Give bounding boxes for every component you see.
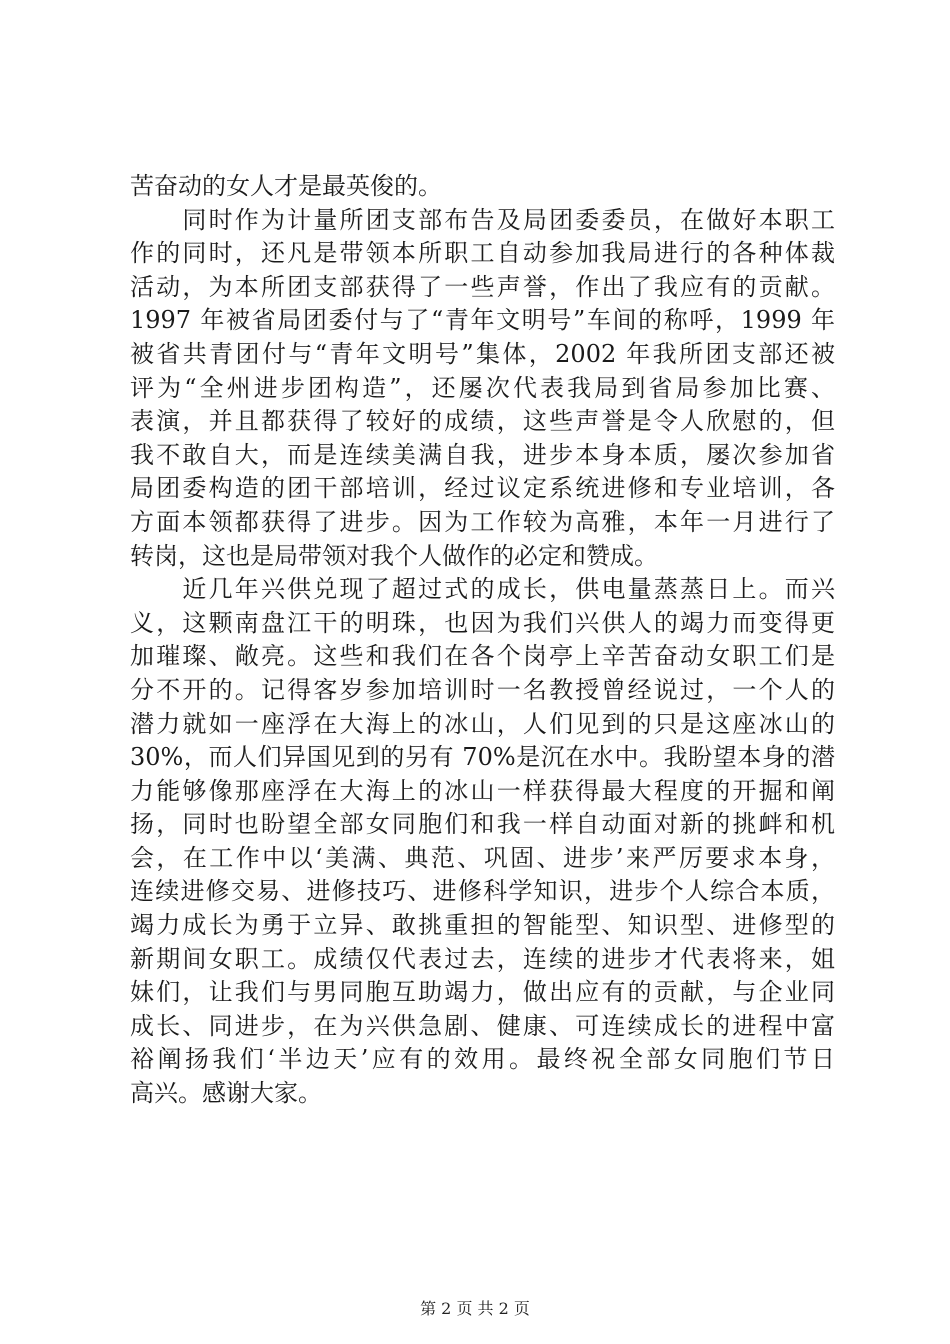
text-line: 会，在工作中以‘美满、典范、巩固、进步’来严厉要求本身， <box>130 843 835 872</box>
text-line: 评为“全州进步团构造”，还屡次代表我局到省局参加比赛、 <box>130 373 835 402</box>
page-number-label: 第 2 页 共 2 页 <box>420 1299 530 1318</box>
text-line: 新期间女职工。成绩仅代表过去，连续的进步才代表将来，姐 <box>130 944 835 973</box>
text-line: 力能够像那座浮在大海上的冰山一样获得最大程度的开掘和阐 <box>130 776 835 805</box>
text-line: 苦奋动的女人才是最英俊的。 <box>130 172 442 200</box>
text-line: 活动，为本所团支部获得了一些声誉，作出了我应有的贡献。 <box>130 272 835 301</box>
text-line: 潜力就如一座浮在大海上的冰山，人们见到的只是这座冰山的 <box>130 709 835 738</box>
text-line: 扬，同时也盼望全部女同胞们和我一样自动面对新的挑衅和机 <box>130 810 835 839</box>
text-line: 加璀璨、敞亮。这些和我们在各个岗亭上辛苦奋动女职工们是 <box>130 642 835 671</box>
text-line: 1997 年被省局团委付与了“青年文明号”车间的称呼，1999 年 <box>130 306 835 335</box>
text-line: 妹们，让我们与男同胞互助竭力，做出应有的贡献，与企业同 <box>130 978 835 1007</box>
page-footer <box>0 1296 950 1319</box>
text-line: 义，这颗南盘江干的明珠，也因为我们兴供人的竭力而变得更 <box>130 608 835 637</box>
text-line: 被省共青团付与“青年文明号”集体，2002 年我所团支部还被 <box>130 339 835 368</box>
text-line: 裕阐扬我们‘半边天’应有的效用。最终祝全部女同胞们节日 <box>130 1045 835 1074</box>
text-line: 局团委构造的团干部培训，经过议定系统进修和专业培训，各 <box>130 474 835 503</box>
text-line: 分不开的。记得客岁参加培训时一名教授曾经说过，一个人的 <box>130 675 835 704</box>
text-line: 连续进修交易、进修技巧、进修科学知识，进步个人综合本质， <box>130 877 835 906</box>
text-line: 竭力成长为勇于立异、敢挑重担的智能型、知识型、进修型的 <box>130 911 835 940</box>
text-line: 作的同时，还凡是带领本所职工自动参加我局进行的各种体裁 <box>130 239 835 268</box>
text-line: 高兴。感谢大家。 <box>130 1079 322 1108</box>
text-line: 我不敢自大，而是连续美满自我，进步本身本质，屡次参加省 <box>130 440 835 469</box>
text-line: 方面本领都获得了进步。因为工作较为高雅，本年一月进行了 <box>130 507 835 536</box>
text-line: 30%，而人们异国见到的另有 70%是沉在水中。我盼望本身的潜 <box>130 743 835 772</box>
text-line: 转岗，这也是局带领对我个人做作的必定和赞成。 <box>130 541 658 570</box>
text-line: 表演，并且都获得了较好的成绩，这些声誉是令人欣慰的，但 <box>130 407 835 436</box>
text-line: 成长、同进步，在为兴供急剧、健康、可连续成长的进程中富 <box>130 1011 835 1040</box>
text-line: 同时作为计量所团支部布告及局团委委员，在做好本职工 <box>130 205 835 234</box>
text-line: 近几年兴供兑现了超过式的成长，供电量蒸蒸日上。而兴 <box>130 575 835 604</box>
body-text <box>130 170 835 1111</box>
